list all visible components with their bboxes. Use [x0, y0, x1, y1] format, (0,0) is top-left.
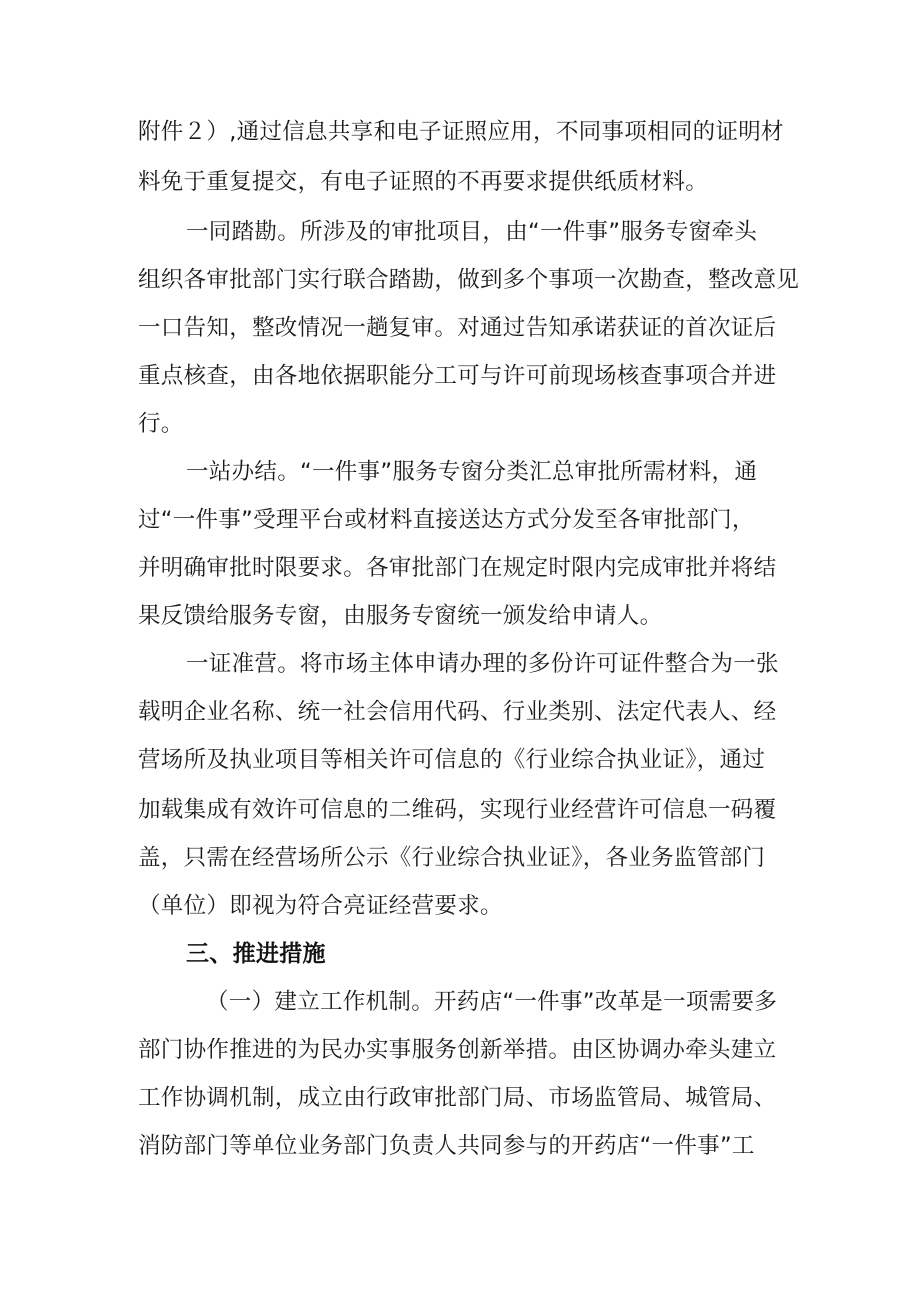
text-line: 加载集成有效许可信息的二维码，实现行业经营许可信息一码覆 — [138, 797, 777, 823]
paragraph-start-line: 一站办结。“一件事”服务专窗分类汇总审批所需材料，通 — [186, 459, 758, 485]
text-line: 载明企业名称、统一社会信用代码、行业类别、法定代表人、经 — [138, 699, 777, 725]
text-line: 盖，只需在经营场所公示《行业综合执业证》，各业务监管部门 — [138, 845, 766, 871]
paragraph-start-line: 一同踏勘。所涉及的审批项目，由“一件事”服务专窗牵头 — [186, 219, 758, 245]
text-line: （单位）即视为符合亮证经营要求。 — [138, 893, 503, 919]
text-line: 料免于重复提交，有电子证照的不再要求提供纸质材料。 — [138, 169, 709, 195]
text-line: 消防部门等单位业务部门负责人共同参与的开药店“一件事”工 — [138, 1133, 755, 1159]
text-line: 行。 — [138, 411, 184, 437]
text-line: 果反馈给服务专窗，由服务专窗统一颁发给申请人。 — [138, 603, 663, 629]
text-line: 重点核查，由各地依据职能分工可与许可前现场核查事项合并进 — [138, 363, 777, 389]
text-line: 附件２）,通过信息共享和电子证照应用，不同事项相同的证明材 — [138, 119, 784, 145]
section-heading: 三、推进措施 — [186, 941, 326, 967]
text-line: 部门协作推进的为民办实事服务创新举措。由区协调办牵头建立 — [138, 1037, 777, 1063]
text-line: 组织各审批部门实行联合踏勘，做到多个事项一次勘查，整改意见 — [138, 267, 800, 293]
text-line: 营场所及执业项目等相关许可信息的《行业综合执业证》，通过 — [138, 747, 766, 773]
paragraph-start-line: 一证准营。将市场主体申请办理的多份许可证件整合为一张 — [186, 651, 779, 677]
text-line: 工作协调机制，成立由行政审批部门局、市场监管局、城管局、 — [138, 1085, 777, 1111]
text-line: 一口告知，整改情况一趟复审。对通过告知承诺获证的首次证后 — [138, 315, 777, 341]
text-line: 并明确审批时限要求。各审批部门在规定时限内完成审批并将结 — [138, 555, 777, 581]
text-line: 过“一件事”受理平台或材料直接送达方式分发至各审批部门， — [138, 507, 755, 533]
paragraph-start-line: （一）建立工作机制。开药店“一件事”改革是一项需要多 — [206, 989, 778, 1015]
